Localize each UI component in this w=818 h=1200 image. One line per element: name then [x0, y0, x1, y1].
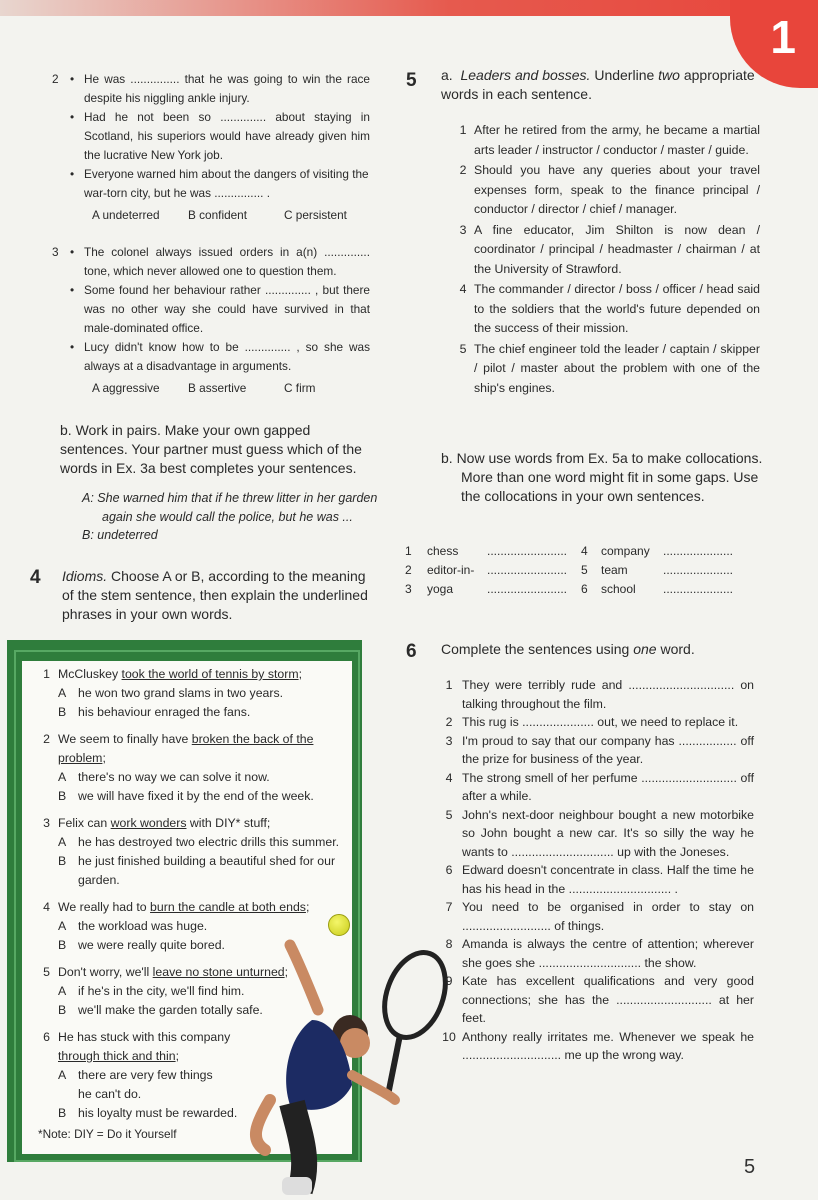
- top-color-bar: [0, 0, 818, 16]
- ex5a-two: two: [658, 67, 680, 83]
- ex6-instruction: [441, 640, 761, 659]
- collocation-gap: ........................: [487, 582, 568, 596]
- ex4-item-5: 5 Don't worry, we'll leave no stone unturned; A if he's in the city, we'll find him. B we'll make the garden totally safe.: [30, 963, 348, 1020]
- q3-bullet-3: Lucy didn't know how to be .............. , so she was always at a disadvantage in arguments.: [84, 340, 370, 373]
- q3-bullet-1: The colonel always issued orders in a(n) .............. tone, which never allowed one to question them.: [84, 245, 370, 278]
- ex3b-instruction: b. Work in pairs. Make your own gapped sentences. Your partner must guess which of the words in Ex. 3a best completes your sentences.: [60, 422, 362, 476]
- q2-bullet-3: Everyone warned him about the dangers of visiting the war-torn city, but he was ............... .: [84, 167, 369, 200]
- ex4-option-a: he has destroyed two electric drills this summer.: [78, 835, 340, 849]
- ex4-item-text: Don't worry, we'll: [58, 965, 153, 979]
- q2-option-a: A undeterred: [92, 208, 160, 222]
- ex4-instruction-italic: Idioms.: [62, 568, 108, 584]
- ex5a-rest: Underline: [590, 67, 659, 83]
- ex5-item-2: Should you have any queries about your travel expenses form, speak to the finance principal / conductor / director / chief / manager.: [474, 163, 760, 216]
- ex4-item-2: 2 We seem to finally have broken the back of the problem; A there's no way we can solve it now. B we will have fixed it by the end of the week.: [30, 730, 348, 806]
- tennis-player-illustration: [240, 935, 460, 1200]
- ex4-item-1: 1 McCluskey took the world of tennis by storm; A he won two grand slams in two years. B his behaviour enraged the fans.: [30, 665, 348, 722]
- collocation-number: 4: [581, 544, 588, 558]
- collocation-gap: .....................: [663, 582, 734, 596]
- ex4-instruction: [62, 567, 372, 624]
- ex4-item-post: ;: [305, 900, 310, 914]
- ex6-instr-pre: Complete the sentences using: [441, 641, 634, 657]
- page-number: 5: [744, 1156, 756, 1178]
- ex6-item-number: 9: [445, 974, 453, 988]
- ex4-item-text: We really had to: [58, 900, 151, 914]
- ex5b-collocations: [405, 542, 755, 599]
- ex4-item-6: 6 He has stuck with this company through thick and thin; A there are very few things he can't do. B his loyalty must be rewarded.: [30, 1028, 348, 1123]
- ex6-item-number: 3: [445, 733, 453, 748]
- ex6-item-number: 7: [445, 900, 453, 914]
- ex5-item-number: 3: [459, 222, 467, 237]
- ex4-footnote: *Note: DIY = Do it Yourself: [38, 1127, 177, 1141]
- ex4-option-a: he won two grand slams in two years.: [78, 686, 284, 700]
- ex4-instruction-rest: Choose A or B, according to the meaning of the stem sentence, then explain the underlined phrases in your own words.: [62, 568, 368, 622]
- collocation-word: team: [601, 563, 628, 577]
- ex6-item-number: 2: [445, 715, 453, 729]
- q2-bullet-1: He was ............... that he was going to win the race despite his niggling ankle injury.: [84, 72, 370, 105]
- ex3-q2: 2 • He was ............... that he was going to win the race despite his niggling ankle injury. • Had he not been so .............. about staying in Scotland, his superiors would have already given him the lucrative New York job. • Everyone warned him about the dangers of visiting the war-torn city, but he was ............... . A undeterred B confident C persistent: [52, 70, 370, 225]
- ex6-item-8: Amanda is always the centre of attention; wherever she goes she .............................. the show.: [462, 937, 754, 970]
- ex6-item-1: They were terribly rude and ............................... on talking throughout the film.: [462, 678, 754, 711]
- ex6-number: 6: [406, 641, 417, 662]
- ex4-idiom: broken the back of the problem: [58, 732, 314, 765]
- collocation-number: 5: [581, 563, 588, 577]
- ex4-idiom: took the world of tennis by storm: [121, 667, 299, 681]
- ex4-option-a: there's no way we can solve it now.: [78, 770, 270, 784]
- ex5a-italic: Leaders and bosses.: [460, 67, 591, 83]
- ex3b-example-b: B: undeterred: [82, 528, 158, 542]
- collocation-gap: ........................: [487, 544, 568, 558]
- q3-option-a: A aggressive: [92, 381, 160, 395]
- collocation-gap: ........................: [487, 563, 568, 577]
- ex4-option-a: if he's in the city, we'll find him.: [78, 984, 245, 998]
- ex6-item-number: 1: [445, 678, 453, 692]
- ex4-number: 4: [30, 567, 41, 588]
- ex5-item-number: 4: [459, 282, 467, 296]
- ex4-idiom: burn the candle at both ends: [150, 900, 306, 914]
- unit-number: 1: [770, 11, 796, 63]
- ex4-option-b: we'll make the garden totally safe.: [78, 1003, 263, 1017]
- ex4-option-a: the workload was huge.: [78, 919, 208, 933]
- collocation-number: 6: [581, 582, 588, 596]
- ex5a-label: a.: [441, 67, 453, 83]
- ex5a-instruction: [441, 66, 761, 104]
- ex6-items: [436, 676, 754, 1065]
- ex6-item-4: The strong smell of her perfume ............................ off after a while.: [462, 770, 754, 803]
- ex6-item-7: You need to be organised in order to stay on .......................... of things.: [462, 900, 754, 933]
- ex4-item-post: ;: [284, 965, 289, 979]
- ex4-option-b: we were really quite bored.: [78, 938, 225, 952]
- q3-number: 3: [52, 245, 59, 259]
- ex6-item-10: Anthony really irritates me. Whenever we speak he ............................. me up the wrong way.: [462, 1029, 754, 1062]
- ex5-item-number: 1: [459, 123, 467, 137]
- ex4-option-b: his loyalty must be rewarded.: [78, 1106, 238, 1120]
- ex4-idiom: through thick and thin: [58, 1049, 176, 1063]
- ex4-item-text: McCluskey: [58, 667, 122, 681]
- ex6-item-9: Kate has excellent qualifications and very good connections; she has the ............................ at her feet.: [462, 974, 754, 1025]
- ex6-item-3: I'm proud to say that our company has ................. off the prize for business of the year.: [462, 733, 754, 766]
- ex5-item-5: The chief engineer told the leader / captain / skipper / pilot / master about the problem with one of the ship's engines.: [474, 341, 760, 395]
- ex6-instr-em: one: [633, 641, 657, 657]
- ex5a-rest2: appropriate words in each sentence.: [441, 67, 755, 102]
- ex4-item-post: ;: [298, 667, 302, 681]
- ex5-item-1: After he retired from the army, he became a martial arts leader / instructor / conductor / master / guide.: [474, 123, 760, 157]
- collocation-word: chess: [427, 544, 459, 558]
- collocation-word: yoga: [427, 582, 454, 596]
- ex4-option-b: he just finished building a beautiful shed for our garden.: [78, 854, 336, 887]
- collocation-number: 3: [405, 582, 412, 596]
- collocation-word: school: [601, 582, 636, 596]
- q2-option-b: B confident: [188, 208, 248, 222]
- q3-bullet-2: Some found her behaviour rather .............. , but there was no other way she could have survived in that male-dominated office.: [84, 283, 370, 335]
- ex4-idiom: work wonders: [110, 816, 187, 830]
- ex4-item-3: 3 Felix can work wonders with DIY* stuff; A he has destroyed two electric drills this summer. B he just finished building a beautiful shed for our garden.: [30, 814, 348, 890]
- ex4-item-post: ;: [102, 751, 106, 765]
- collocation-number: 2: [405, 563, 412, 577]
- tennis-ball-icon: [328, 914, 350, 936]
- ex3-q3: 3 • The colonel always issued orders in a(n) .............. tone, which never allowed one to question them. • Some found her behaviour rather .............. , but there was no other way she could have survived in that male-dominated office. • Lucy didn't know how to be .............. , so she was always at a disadvantage in arguments. A aggressive B assertive C firm: [52, 243, 370, 398]
- ex4-item-text: We seem to finally have: [58, 732, 192, 746]
- ex6-item-number: 5: [445, 807, 453, 822]
- ex5-item-3: A fine educator, Jim Shilton is now dean / coordinator / principal / headmaster / chairman / at the University of Strawford.: [474, 222, 760, 276]
- q2-bullet-2: Had he not been so .............. about staying in Scotland, his superiors would have already given him the lucrative New York job.: [84, 110, 370, 162]
- collocation-word: editor-in-: [427, 563, 475, 577]
- ex6-item-number: 10: [442, 1029, 456, 1044]
- ex5-number: 5: [406, 70, 417, 91]
- ex6-item-2: This rug is ..................... out, we need to replace it.: [462, 715, 739, 729]
- ex5-item-4: The commander / director / boss / officer / head said to the soldiers that the world's future depended on the success of their mission.: [474, 282, 760, 335]
- ex4-option-b: his behaviour enraged the fans.: [78, 705, 251, 719]
- ex3b-example-a: A: She warned him that if he threw litter in her garden again she would call the police, but he was ...: [82, 491, 378, 524]
- ex4-option-b: we will have fixed it by the end of the week.: [78, 789, 314, 803]
- ex6-item-6: Edward doesn't concentrate in class. Half the time he has his head in the .............................. .: [462, 863, 754, 896]
- ex4-idiom: leave no stone unturned: [152, 965, 285, 979]
- ex4-item-text: He has stuck with this company: [58, 1030, 231, 1044]
- collocation-word: company: [601, 544, 650, 558]
- ex6-item-number: 8: [445, 937, 453, 951]
- ex6-item-number: 4: [445, 770, 453, 785]
- ex4-option-a: there are very few things he can't do.: [78, 1068, 213, 1101]
- ex5a-items: [452, 121, 760, 398]
- q2-option-c: C persistent: [284, 208, 347, 222]
- ex4-item-4: 4 We really had to burn the candle at both ends; A the workload was huge. B we were really quite bored.: [30, 898, 348, 955]
- ex4-item-text: Felix can: [58, 816, 111, 830]
- collocation-gap: .....................: [663, 544, 734, 558]
- ex4-item-post: with DIY* stuff;: [186, 816, 271, 830]
- ex6-instr-post: word.: [656, 641, 695, 657]
- q3-option-b: B assertive: [188, 381, 247, 395]
- ex4-item-post: ;: [175, 1049, 180, 1063]
- ex5-item-number: 2: [459, 163, 467, 177]
- collocation-gap: .....................: [663, 563, 734, 577]
- ex6-item-number: 6: [445, 863, 453, 877]
- q3-option-c: C firm: [284, 381, 316, 395]
- q2-number: 2: [52, 72, 59, 86]
- collocation-number: 1: [405, 544, 412, 558]
- ex5b-instruction: b. Now use words from Ex. 5a to make collocations. More than one word might fit in some gaps. Use the collocations in your own sentences.: [441, 450, 763, 504]
- ex5-item-number: 5: [459, 341, 467, 356]
- ex6-item-5: John's next-door neighbour bought a new motorbike so John bought a new car. It's so silly the way he wants to .............................. up with the Joneses.: [462, 807, 754, 859]
